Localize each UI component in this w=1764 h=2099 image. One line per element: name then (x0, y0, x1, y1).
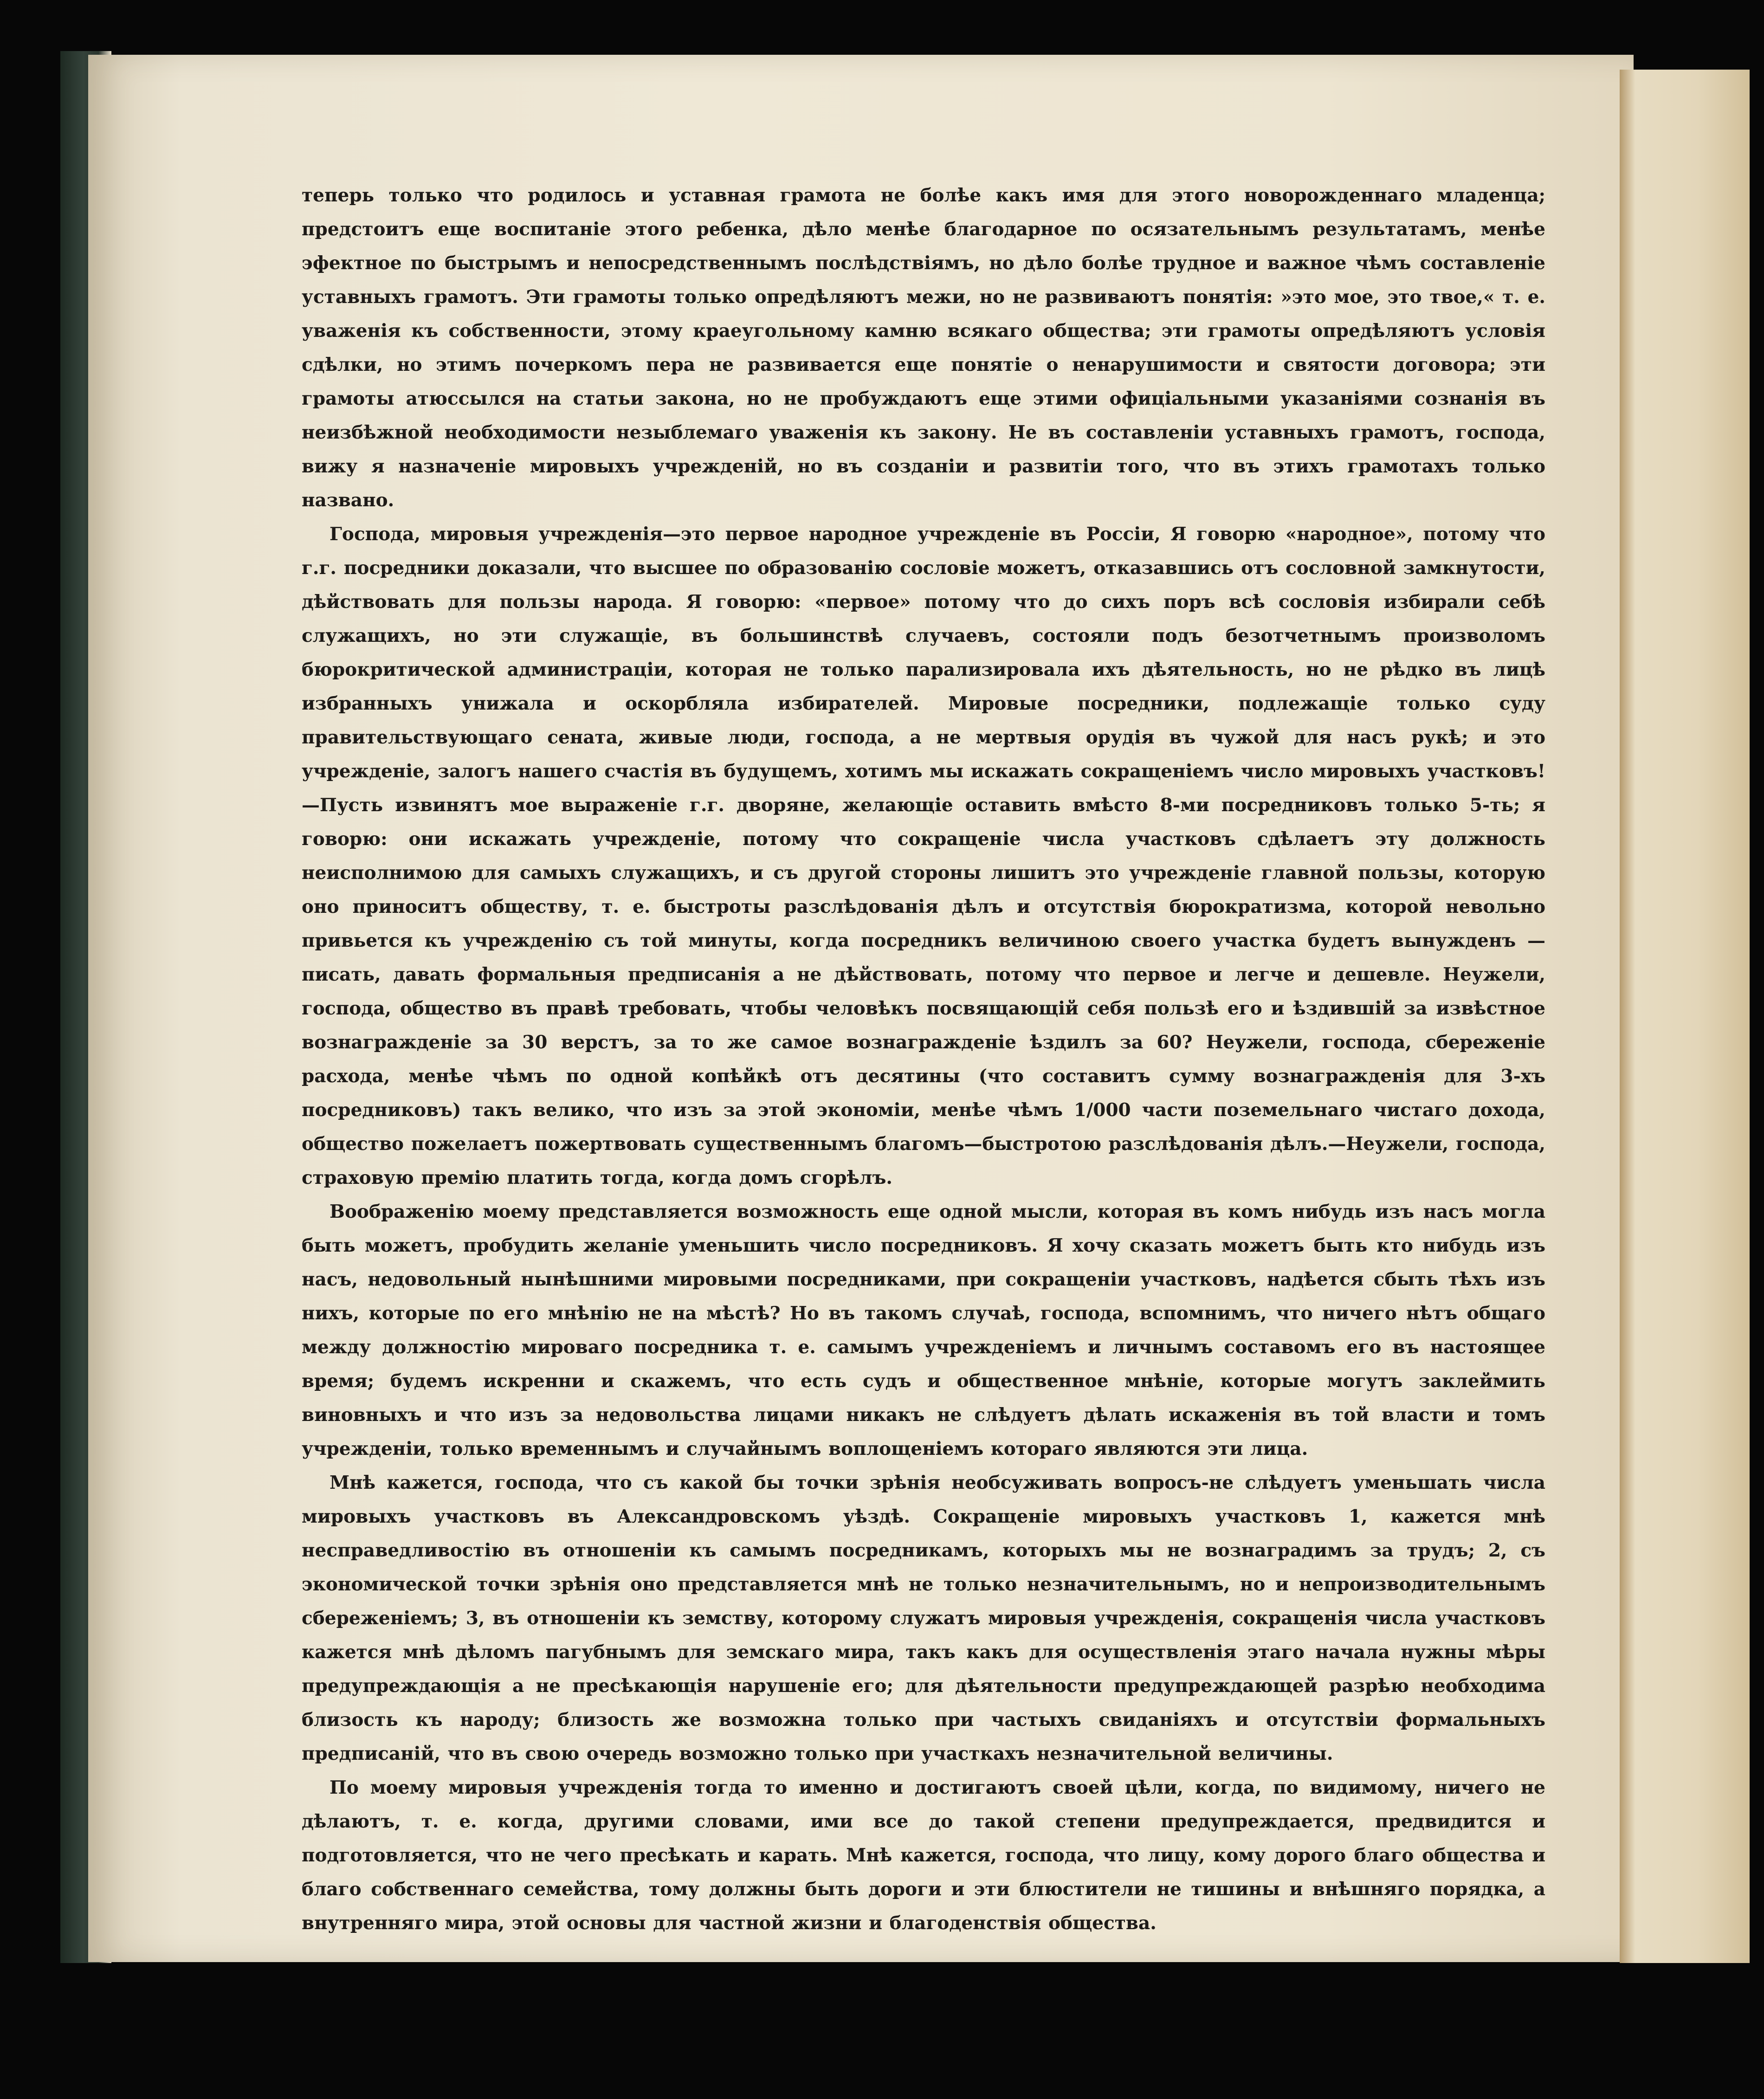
paragraph-4: Мнѣ кажется, господа, что съ какой бы точки зрѣнія необсуживать вопросъ-не слѣдуетъ уменьшать числа мировыхъ участковъ въ Александровскомъ уѣздѣ. Сокращеніе мировыхъ участковъ 1, кажется мнѣ несправедливостію въ отношеніи къ самымъ посредникамъ, которыхъ мы не вознаградимъ за трудъ; 2, съ экономической точки зрѣнія оно представляется мнѣ не только незначительнымъ, но и непроизводительнымъ сбереженіемъ; 3, въ отношеніи къ земству, которому служатъ мировыя учрежденія, сокращенія числа участковъ кажется мнѣ дѣломъ пагубнымъ для земскаго мира, такъ какъ для осуществленія этаго начала нужны мѣры предупреждающія а не пресѣкающія нарушеніе его; для дѣятельности предупреждающей разрѣю необходима близость къ народу; близость же возможна только при частыхъ свиданіяхъ и отсутствіи формальныхъ предписаній, что въ свою очередь возможно только при участкахъ незначительной величины. (302, 1472, 1545, 1764)
paragraph-1: теперь только что родилось и уставная грамота не болѣе какъ имя для этого новорожденнаго младенца; предстоитъ еще воспитаніе этого ребенка, дѣло менѣе благодарное по осязательнымъ результатамъ, менѣе эфектное по быстрымъ и непосредственнымъ послѣдствіямъ, но дѣло болѣе трудное и важное чѣмъ составленіе уставныхъ грамотъ. Эти грамоты только опредѣляютъ межи, но не развиваютъ понятія: »это мое, это твое,« т. е. уваженія къ собственности, этому краеугольному камню всякаго общества; эти грамоты опредѣляютъ условія сдѣлки, но этимъ почеркомъ пера не развивается еще понятіе о ненарушимости и святости договора; эти грамоты атюссылся на статьи закона, но не пробуждаютъ еще этими офиціальными указаніями сознанія въ неизбѣжной необходимости незыблемаго уваженія къ закону. Не въ составленіи уставныхъ грамотъ, господа, вижу я назначеніе мировыхъ учрежденій, но въ созданіи и развитіи того, что въ этихъ грамотахъ только названо. (302, 185, 1545, 511)
page-text (302, 179, 1545, 1940)
adjacent-page-edge (1620, 70, 1750, 1963)
paragraph-5: По моему мировыя учрежденія тогда то именно и достигаютъ своей цѣли, когда, по видимому, ничего не дѣлаютъ, т. е. когда, другими словами, ими все до такой степени предупреждается, предвидится и подготовляется, что не чего пресѣкать и карать. Мнѣ кажется, господа, что лицу, кому дорого благо общества и благо собственнаго семейства, тому должны быть дороги и эти блюстители не тишины и внѣшняго порядка, а внутренняго мира, этой основы для частной жизни и благоденствія общества. (302, 1777, 1545, 1934)
paragraph-3: Воображенію моему представляется возможность еще одной мысли, которая въ комъ нибудь изъ насъ могла быть можетъ, пробудить желаніе уменьшить число посредниковъ. Я хочу сказать можетъ быть кто нибудь изъ насъ, недовольный нынѣшними мировыми посредниками, при сокращеніи участковъ, надѣется сбыть тѣхъ изъ нихъ, которые по его мнѣнію не на мѣстѣ? Но въ такомъ случаѣ, господа, вспомнимъ, что ничего нѣтъ общаго между должностію мироваго посредника т. е. самымъ учрежденіемъ и личнымъ составомъ его въ настоящее время; будемъ искренни и скажемъ, что есть судъ и общественное мнѣніе, которые могутъ заклеймить виновныхъ и что изъ за недовольства лицами никакъ не слѣдуетъ дѣлать искаженія въ той власти и томъ учрежденіи, только временнымъ и случайнымъ воплощеніемъ котораго являются эти лица. (302, 1201, 1545, 1460)
paragraph-2: Господа, мировыя учрежденія—это первое народное учрежденіе въ Россіи, Я говорю «народное», потому что г.г. посредники доказали, что высшее по образованію сословіе можетъ, отказавшись отъ сословной замкнутости, дѣйствовать для пользы народа. Я говорю: «первое» потому что до сихъ поръ всѣ сословія избирали себѣ служащихъ, но эти служащіе, въ большинствѣ случаевъ, состояли подъ безотчетнымъ произволомъ бюрокритической администраціи, которая не только парализировала ихъ дѣятельность, но не рѣдко въ лицѣ избранныхъ унижала и оскорбляла избирателей. Мировые посредники, подлежащіе только суду правительствующаго сената, живые люди, господа, а не мертвыя орудія въ чужой для насъ рукѣ; и это учрежденіе, залогъ нашего счастія въ будущемъ, хотимъ мы искажать сокращеніемъ число мировыхъ участковъ!—Пусть извинятъ мое выраженіе г.г. дворяне, желающіе оставить вмѣсто 8-ми посредниковъ только 5-ть; я говорю: они искажать учрежденіе, потому что сокращеніе числа участковъ сдѣлаетъ эту должность неисполнимою для самыхъ служащихъ, и съ другой стороны лишитъ это учрежденіе главной пользы, которую оно приноситъ обществу, т. е. быстроты разслѣдованія дѣлъ и отсутствія бюрократизма, которой невольно привьется къ учрежденію съ той минуты, когда посредникъ величиною своего участка будетъ вынужденъ — писать, давать формальныя предписанія а не дѣйствовать, потому что первое и легче и дешевле. Неужели, господа, общество въ правѣ требовать, чтобы человѣкъ посвящающій себя пользѣ его и ѣздившій за извѣстное вознагражденіе за 30 верстъ, за то же самое вознагражденіе ѣздилъ за 60? Неужели, господа, сбереженіе расхода, менѣе чѣмъ по одной копѣйкѣ отъ десятины (что составитъ сумму вознагражденія для 3-хъ посредниковъ) такъ велико, что изъ за этой экономіи, менѣе чѣмъ 1/000 части поземельнаго чистаго дохода, общество пожелаетъ пожертвовать существеннымъ благомъ—быстротою разслѣдованія дѣлъ.—Неужели, господа, страховую премію платить тогда, когда домъ сгорѣлъ. (302, 523, 1545, 1188)
